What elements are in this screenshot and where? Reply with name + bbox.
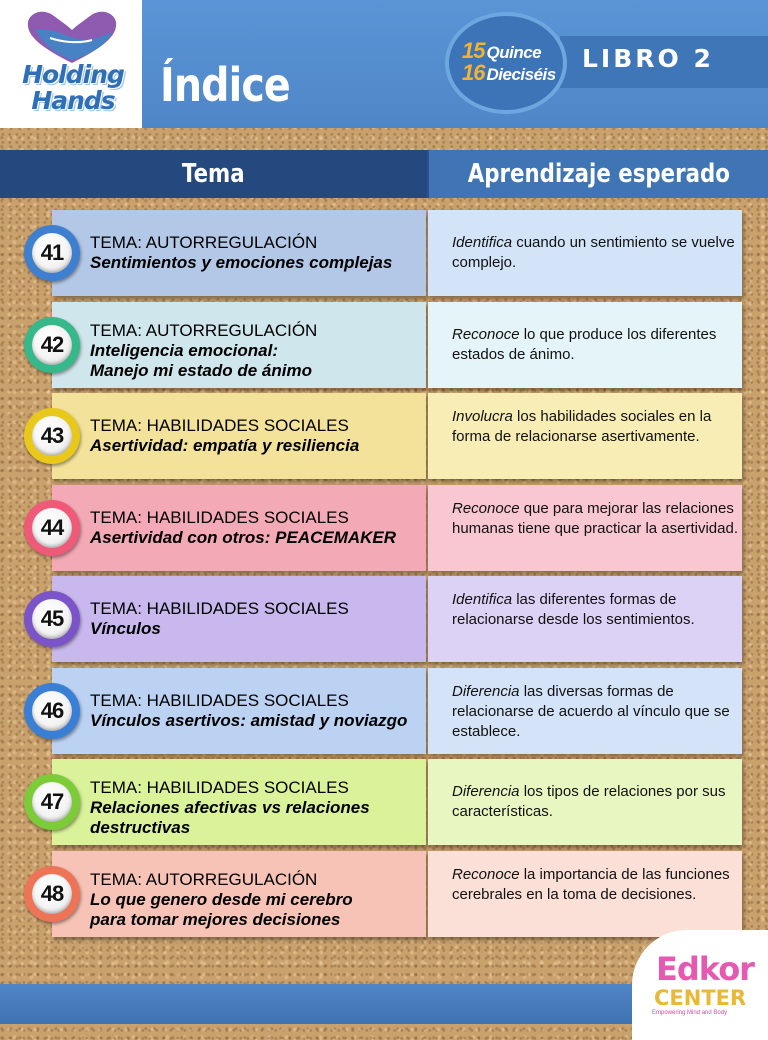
table-row [0,576,768,662]
lesson-number-badge [24,408,80,464]
lesson-number: 42 [32,325,72,365]
lesson-number: 47 [32,782,72,822]
aprendizaje-verb: Diferencia [452,783,520,800]
aprendizaje-verb: Identifica [452,234,513,251]
tema-topic: Lo que genero desde mi cerebro [90,890,353,909]
aprendizaje-text [452,325,742,365]
edkor-brand: Edkor [656,950,754,988]
lesson-number: 45 [32,599,72,639]
tema-category: TEMA: AUTORREGULACIÓN [90,321,318,340]
table-row [0,851,768,937]
logo-text: Holding Hands [22,60,124,115]
tema-text [90,415,422,456]
center-brand: CENTER [654,986,747,1010]
badge-line-2: 16 Dieciséis [462,60,556,85]
tema-topic: Vínculos asertivos: amistad y noviazgo [90,711,408,730]
lesson-number: 46 [32,691,72,731]
heart-hands-icon [22,8,122,68]
lesson-number-badge [24,225,80,281]
lesson-number: 41 [32,233,72,273]
tema-text [90,232,422,273]
tema-text [90,320,422,381]
tema-topic: destructivas [90,818,191,837]
tema-text [90,777,422,838]
tema-topic: Vínculos [90,619,161,638]
aprendizaje-rest: las diversas formas de relacionarse de acuerdo al vínculo que se establece. [452,683,730,740]
aprendizaje-verb: Diferencia [452,683,520,700]
badge-line-1: 15 Quince [462,38,542,63]
tema-category: TEMA: AUTORREGULACIÓN [90,233,318,252]
table-row [0,393,768,479]
aprendizaje-rest: la importancia de las funciones cerebrales en la toma de decisiones. [452,866,730,903]
tema-topic: para tomar mejores decisiones [90,910,341,929]
aprendizaje-rest: los habilidades sociales en la forma de relacionarse asertivamente. [452,408,712,445]
holding-hands-logo [0,0,142,128]
tema-topic: Inteligencia emocional: [90,341,278,360]
table-row [0,210,768,296]
aprendizaje-rest: las diferentes formas de relacionarse desde los sentimientos. [452,591,695,628]
aprendizaje-rest: lo que produce los diferentes estados de ánimo. [452,326,717,363]
lesson-number-badge [24,683,80,739]
lesson-number-badge [24,866,80,922]
table-row [0,668,768,754]
aprendizaje-verb: Identifica [452,591,513,608]
libro-label: LIBRO 2 [582,44,714,73]
aprendizaje-text [452,590,742,630]
aprendizaje-text [452,407,742,447]
column-header-aprendizaje: Aprendizaje esperado [429,150,768,198]
tema-category: TEMA: HABILIDADES SOCIALES [90,508,349,527]
tema-category: TEMA: HABILIDADES SOCIALES [90,778,349,797]
tema-category: TEMA: HABILIDADES SOCIALES [90,691,349,710]
lesson-number: 43 [32,416,72,456]
aprendizaje-verb: Reconoce [452,500,520,517]
aprendizaje-text [452,782,742,822]
tema-category: TEMA: HABILIDADES SOCIALES [90,599,349,618]
edkor-tagline: Empowering Mind and Body [652,1010,728,1016]
tema-topic: Asertividad: empatía y resiliencia [90,436,360,455]
tema-topic: Manejo mi estado de ánimo [90,361,312,380]
aprendizaje-rest: cuando un sentimiento se vuelve complejo. [452,234,735,271]
lesson-number: 44 [32,508,72,548]
aprendizaje-verb: Reconoce [452,866,520,883]
table-row [0,485,768,571]
tema-text [90,690,422,731]
aprendizaje-rest: los tipos de relaciones por sus características. [452,783,726,820]
aprendizaje-text [452,865,742,905]
tema-category: TEMA: AUTORREGULACIÓN [90,870,318,889]
table-row [0,302,768,388]
page-title: Índice [160,58,290,112]
tema-topic: Relaciones afectivas vs relaciones [90,798,370,817]
lesson-number-badge [24,500,80,556]
aprendizaje-text [452,233,742,273]
column-header-tema: Tema [0,150,427,198]
tema-category: TEMA: HABILIDADES SOCIALES [90,416,349,435]
lesson-number: 48 [32,874,72,914]
tema-text [90,598,422,639]
lesson-number-badge [24,774,80,830]
lesson-number-badge [24,317,80,373]
aprendizaje-text [452,682,742,742]
lesson-number-badge [24,591,80,647]
aprendizaje-verb: Reconoce [452,326,520,343]
aprendizaje-verb: Involucra [452,408,513,425]
aprendizaje-rest: que para mejorar las relaciones humanas tiene que practicar la asertividad. [452,500,738,537]
tema-text [90,507,422,548]
tema-text [90,869,422,930]
tema-topic: Asertividad con otros: PEACEMAKER [90,528,397,547]
aprendizaje-text [452,499,742,539]
table-row [0,759,768,845]
tema-topic: Sentimientos y emociones complejas [90,253,393,272]
